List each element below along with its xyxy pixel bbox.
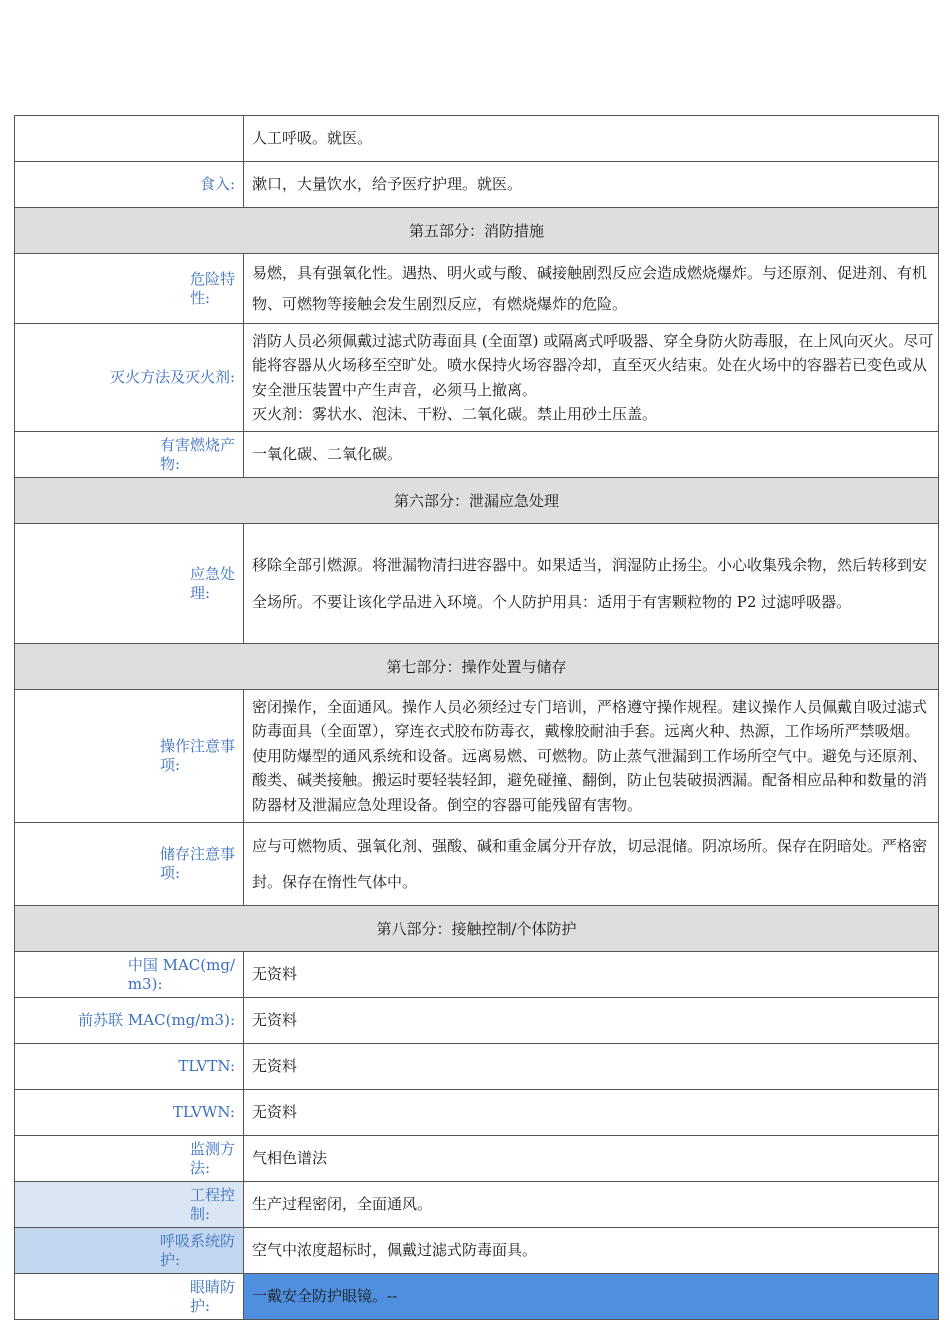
monitor-label bbox=[15, 1136, 244, 1182]
section-8-title: 第八部分：接触控制/个体防护 bbox=[15, 906, 939, 952]
combustion-label bbox=[15, 432, 244, 478]
table-row bbox=[15, 1228, 939, 1274]
hazard-label-line2: 性: bbox=[189, 288, 211, 307]
extinguish-agent-text: 灭火剂：雾状水、泡沫、干粉、二氧化碳。禁止用砂土压盖。 bbox=[252, 405, 658, 423]
table-row bbox=[15, 690, 939, 823]
engineering-label-line1: 工程控 bbox=[189, 1185, 235, 1204]
eye-label-line2: 护: bbox=[189, 1296, 211, 1315]
section-row bbox=[15, 906, 939, 952]
ussr-mac-value: 无资料 bbox=[244, 998, 939, 1044]
tlvwn-label: TLVWN: bbox=[15, 1090, 244, 1136]
table-row bbox=[15, 524, 939, 644]
combustion-label-line1: 有害燃烧产 bbox=[159, 435, 235, 454]
table-row bbox=[15, 1274, 939, 1320]
ussr-mac-label: 前苏联 MAC(mg/m3): bbox=[15, 998, 244, 1044]
emergency-label bbox=[15, 524, 244, 644]
table-row bbox=[15, 952, 939, 998]
row-label bbox=[15, 116, 244, 162]
table-row bbox=[15, 998, 939, 1044]
hazard-value: 易燃，具有强氧化性。遇热、明火或与酸、碱接触剧烈反应会造成燃烧爆炸。与还原剂、促进剂、有机物、可燃物等接触会发生剧烈反应，有燃烧爆炸的危险。 bbox=[244, 254, 939, 324]
section-row bbox=[15, 644, 939, 690]
eye-label-line1: 眼睛防 bbox=[189, 1277, 235, 1296]
storage-value: 应与可燃物质、强氧化剂、强酸、碱和重金属分开存放，切忌混储。阴凉场所。保存在阴暗处。严格密封。保存在惰性气体中。 bbox=[244, 823, 939, 906]
china-mac-label-line1: 中国 MAC(mg/ bbox=[127, 955, 235, 974]
storage-label-line2: 项: bbox=[159, 864, 181, 882]
table-row bbox=[15, 254, 939, 324]
table-row bbox=[15, 432, 939, 478]
engineering-label-line2: 制: bbox=[189, 1204, 211, 1223]
table-row bbox=[15, 162, 939, 208]
table-row bbox=[15, 1090, 939, 1136]
eye-value: 一戴安全防护眼镜。-- bbox=[244, 1274, 939, 1320]
section-6-title: 第六部分：泄漏应急处理 bbox=[15, 478, 939, 524]
china-mac-label-line2: m3): bbox=[127, 974, 163, 993]
combustion-value: 一氧化碳、二氧化碳。 bbox=[244, 432, 939, 478]
china-mac-value: 无资料 bbox=[244, 952, 939, 998]
respiratory-label-line2: 护: bbox=[159, 1250, 181, 1269]
section-7-title: 第七部分：操作处置与储存 bbox=[15, 644, 939, 690]
storage-label-line1: 储存注意事 bbox=[159, 845, 235, 863]
section-5-title: 第五部分：消防措施 bbox=[15, 208, 939, 254]
extinguish-method-text: 消防人员必须佩戴过滤式防毒面具 (全面罩) 或隔离式呼吸器、穿全身防火防毒服，在上风向灭火。尽可能将容器从火场移至空旷处。喷水保持火场容器冷却，直至灭火结束。处在火场中的容器若已变色或从安全泄压装置中产生声音，必须马上撤离。 bbox=[252, 331, 934, 399]
table-row bbox=[15, 1136, 939, 1182]
storage-label bbox=[15, 823, 244, 906]
ingestion-value: 漱口，大量饮水，给予医疗护理。就医。 bbox=[244, 162, 939, 208]
handling-label-line2: 项: bbox=[159, 756, 181, 774]
table-row bbox=[15, 1044, 939, 1090]
eye-label bbox=[15, 1274, 244, 1320]
msds-table bbox=[14, 115, 939, 1320]
emergency-label-line1: 应急处 bbox=[189, 564, 235, 583]
section-row bbox=[15, 478, 939, 524]
table-row bbox=[15, 324, 939, 432]
tlvtn-value: 无资料 bbox=[244, 1044, 939, 1090]
emergency-value: 移除全部引燃源。将泄漏物清扫进容器中。如果适当，润湿防止扬尘。小心收集残余物，然后转移到安全场所。不要让该化学品进入环境。个人防护用具：适用于有害颗粒物的 P2 过滤呼吸器。 bbox=[244, 524, 939, 644]
handling-label-line1: 操作注意事 bbox=[159, 737, 235, 755]
hazard-label bbox=[15, 254, 244, 324]
respiratory-label-line1: 呼吸系统防 bbox=[159, 1231, 235, 1250]
handling-label bbox=[15, 690, 244, 823]
combustion-label-line2: 物: bbox=[159, 454, 181, 473]
monitor-label-line1: 监测方 bbox=[189, 1139, 235, 1158]
respiratory-value: 空气中浓度超标时，佩戴过滤式防毒面具。 bbox=[244, 1228, 939, 1274]
section-row bbox=[15, 208, 939, 254]
tlvwn-value: 无资料 bbox=[244, 1090, 939, 1136]
tlvtn-label: TLVTN: bbox=[15, 1044, 244, 1090]
handling-value: 密闭操作，全面通风。操作人员必须经过专门培训，严格遵守操作规程。建议操作人员佩戴自吸过滤式防毒面具（全面罩），穿连衣式胶布防毒衣，戴橡胶耐油手套。远离火种、热源，工作场所严禁吸烟。使用防爆型的通风系统和设备。远离易燃、可燃物。防止蒸气泄漏到工作场所空气中。避免与还原剂、酸类、碱类接触。搬运时要轻装轻卸，避免碰撞、翻倒，防止包装破损洒漏。配备相应品种和数量的消防器材及泄漏应急处理设备。倒空的容器可能残留有害物。 bbox=[244, 690, 939, 823]
table-row bbox=[15, 823, 939, 906]
monitor-value: 气相色谱法 bbox=[244, 1136, 939, 1182]
china-mac-label bbox=[15, 952, 244, 998]
respiratory-label bbox=[15, 1228, 244, 1274]
extinguish-label: 灭火方法及灭火剂: bbox=[15, 324, 244, 432]
ingestion-label: 食入: bbox=[15, 162, 244, 208]
first-aid-continued: 人工呼吸。就医。 bbox=[244, 116, 939, 162]
table-row bbox=[15, 116, 939, 162]
engineering-value: 生产过程密闭，全面通风。 bbox=[244, 1182, 939, 1228]
table-row bbox=[15, 1182, 939, 1228]
monitor-label-line2: 法: bbox=[189, 1158, 211, 1177]
engineering-label bbox=[15, 1182, 244, 1228]
extinguish-value bbox=[244, 324, 939, 432]
hazard-label-line1: 危险特 bbox=[189, 269, 235, 288]
emergency-label-line2: 理: bbox=[189, 583, 211, 602]
